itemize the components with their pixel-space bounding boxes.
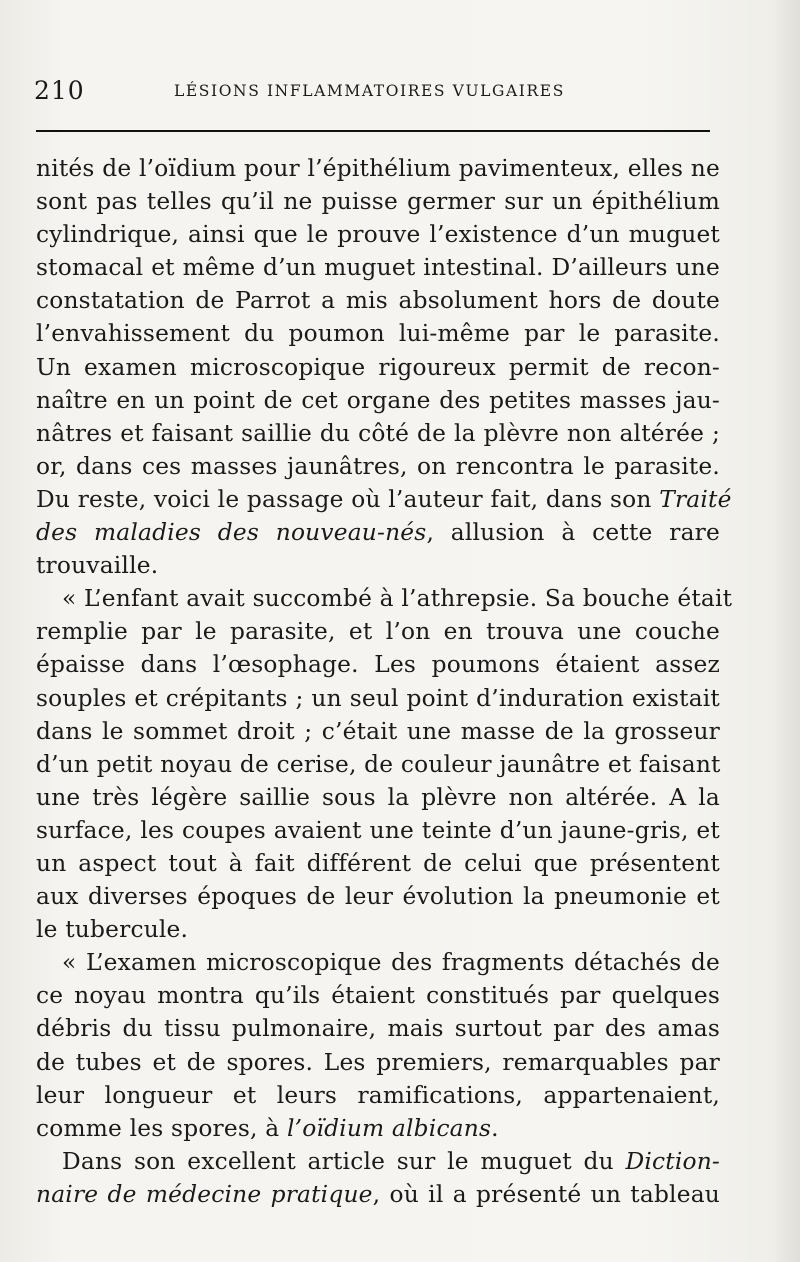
text-line xyxy=(36,814,720,847)
text-segment: d’un petit noyau de cerise, de couleur jaunâtre et faisant xyxy=(36,750,721,778)
text-segment: , allusion à cette rare xyxy=(426,519,720,547)
text-segment: Un examen microscopique rigoureux permit de recon- xyxy=(36,353,720,381)
text-segment: Du reste, voici le passage où l’auteur fait, dans son xyxy=(36,485,660,513)
text-segment: stomacal et même d’un muguet intestinal. D’ailleurs une xyxy=(36,254,720,282)
text-line xyxy=(36,1079,720,1112)
text-segment: leur longueur et leurs ramifications, appartenaient, xyxy=(36,1081,720,1109)
text-segment: cylindrique, ainsi que le prouve l’existence d’un muguet xyxy=(36,221,720,249)
text-segment: une très légère saillie sous la plèvre non altérée. A la xyxy=(36,783,720,811)
text-line xyxy=(36,1145,720,1178)
header-rule xyxy=(36,130,710,132)
text-segment: . xyxy=(491,1114,499,1142)
italic-text: Diction- xyxy=(625,1147,720,1175)
text-line xyxy=(36,152,720,185)
text-line xyxy=(36,1046,720,1079)
text-segment: « L’enfant avait succombé à l’athrepsie. Sa bouche était xyxy=(62,585,733,613)
text-segment: débris du tissu pulmonaire, mais surtout par des amas xyxy=(36,1015,720,1043)
italic-text: Traité xyxy=(659,485,732,513)
italic-text: des maladies des nouveau-nés xyxy=(36,519,427,547)
text-segment: dans le sommet droit ; c’était une masse de la grosseur xyxy=(36,717,720,745)
text-segment: comme les spores, à xyxy=(36,1114,287,1142)
text-line xyxy=(36,582,733,615)
text-segment: trouvaille. xyxy=(36,552,159,580)
text-line xyxy=(36,682,720,715)
text-segment: nâtres et faisant saillie du côté de la plèvre non altérée ; xyxy=(36,419,720,447)
text-line xyxy=(36,384,720,417)
text-line xyxy=(36,317,720,350)
text-line xyxy=(36,781,720,814)
text-line xyxy=(36,1012,720,1045)
text-line xyxy=(36,351,720,384)
text-segment: Dans son excellent article sur le muguet du xyxy=(62,1147,626,1175)
text-segment: le tubercule. xyxy=(36,916,189,944)
text-segment: souples et crépitants ; un seul point d’induration existait xyxy=(36,684,720,712)
text-segment: , où il a présenté un tableau xyxy=(372,1180,720,1208)
italic-text: l’oïdium albicans xyxy=(286,1114,492,1142)
text-line xyxy=(36,847,720,880)
text-line xyxy=(36,549,720,582)
text-line xyxy=(36,648,720,681)
running-title: LÉSIONS INFLAMMATOIRES VULGAIRES xyxy=(174,82,565,100)
text-segment: surface, les coupes avaient une teinte d’un jaune-gris, et xyxy=(36,816,720,844)
text-line xyxy=(36,483,732,516)
text-segment: l’envahissement du poumon lui-même par le parasite. xyxy=(36,320,720,348)
text-line xyxy=(36,715,720,748)
text-segment: naître en un point de cet organe des petites masses jau- xyxy=(36,386,720,414)
text-line xyxy=(36,913,720,946)
page-edge-shadow xyxy=(770,0,800,1262)
text-line xyxy=(36,880,720,913)
text-segment: remplie par le parasite, et l’on en trouva une couche xyxy=(36,618,720,646)
text-segment: épaisse dans l’œsophage. Les poumons étaient assez xyxy=(36,651,720,679)
text-line xyxy=(36,946,720,979)
text-line xyxy=(36,615,720,648)
text-line xyxy=(36,748,720,781)
text-line xyxy=(36,218,720,251)
text-line xyxy=(36,1112,720,1145)
text-segment: un aspect tout à fait différent de celui que présentent xyxy=(36,849,720,877)
text-segment: or, dans ces masses jaunâtres, on rencontra le parasite. xyxy=(36,452,720,480)
text-line xyxy=(36,979,720,1012)
text-line xyxy=(36,516,720,549)
page-header xyxy=(34,76,714,112)
text-line xyxy=(36,185,720,218)
text-segment: de tubes et de spores. Les premiers, remarquables par xyxy=(36,1048,720,1076)
italic-text: naire de médecine pratique xyxy=(36,1180,373,1208)
text-segment: ce noyau montra qu’ils étaient constitués par quelques xyxy=(36,982,720,1010)
text-line xyxy=(36,450,720,483)
text-segment: constatation de Parrot a mis absolument hors de doute xyxy=(36,287,720,315)
text-line xyxy=(36,417,720,450)
text-line xyxy=(36,284,720,317)
text-segment: nités de l’oïdium pour l’épithélium pavimenteux, elles ne xyxy=(36,155,720,182)
text-segment: sont pas telles qu’il ne puisse germer sur un épithélium xyxy=(36,188,720,216)
text-line xyxy=(36,251,720,284)
page-number: 210 xyxy=(34,76,85,105)
text-segment: aux diverses époques de leur évolution la pneumonie et xyxy=(36,883,720,911)
body-text xyxy=(36,152,733,1211)
text-segment: « L’examen microscopique des fragments détachés de xyxy=(62,949,720,977)
text-line xyxy=(36,1178,720,1211)
